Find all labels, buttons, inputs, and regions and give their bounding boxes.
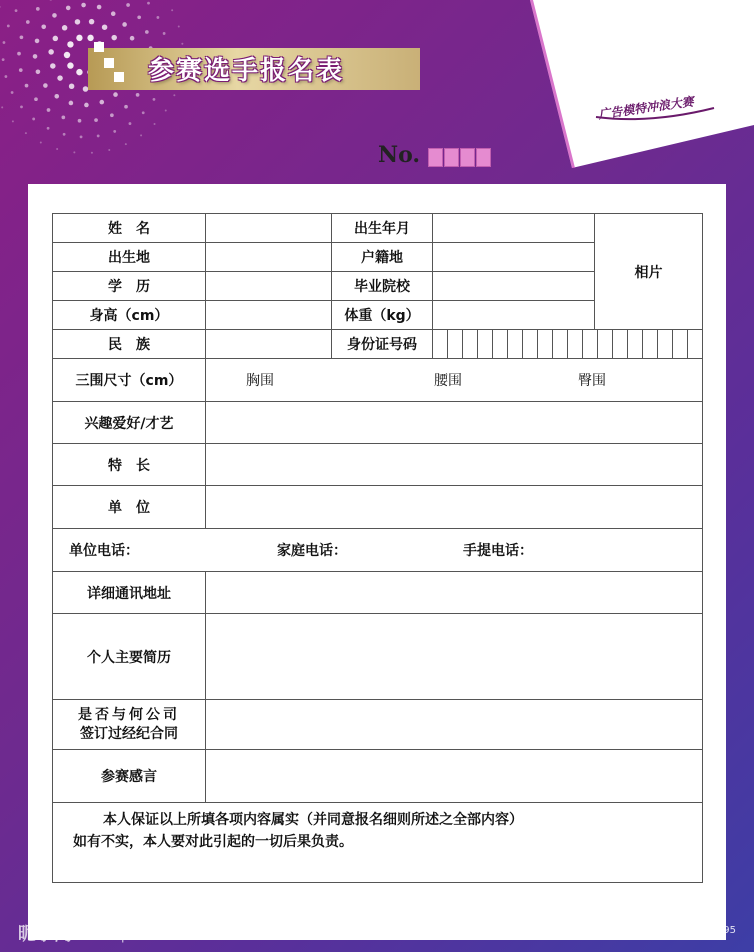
input-contract[interactable] (206, 700, 703, 750)
label-contract (53, 700, 206, 750)
watermark-url: www.nipic.cn (78, 929, 157, 943)
input-name[interactable] (206, 214, 332, 243)
input-birthplace[interactable] (206, 243, 332, 272)
photo-box[interactable]: 相片 (595, 214, 703, 330)
label-education: 学 历 (53, 272, 206, 301)
label-mobile: 手提电话： (463, 543, 533, 559)
watermark-site-name: 昵享网 (18, 924, 72, 945)
label-height: 身高（cm） (53, 301, 206, 330)
declaration-line2: 如有不实，本人要对此引起的一切后果负责。 (73, 834, 353, 850)
label-bust: 胸围 (246, 373, 274, 389)
declaration (53, 803, 703, 883)
watermark-site (18, 920, 157, 946)
label-name: 姓 名 (53, 214, 206, 243)
input-specialty[interactable] (206, 444, 703, 486)
number-boxes[interactable] (428, 148, 492, 167)
input-education[interactable] (206, 272, 332, 301)
input-resume[interactable] (206, 614, 703, 700)
registration-form (52, 213, 703, 883)
label-ethnicity: 民 族 (53, 330, 206, 359)
input-ethnicity[interactable] (206, 330, 332, 359)
label-unit-phone: 单位电话： (69, 543, 139, 559)
label-weight: 体重（kg） (332, 301, 433, 330)
input-height[interactable] (206, 301, 332, 330)
input-weight[interactable] (433, 301, 595, 330)
label-specialty: 特 长 (53, 444, 206, 486)
watermark-id: ID:725343 NO:20080528131400754995 (534, 925, 736, 936)
label-birthplace: 出生地 (53, 243, 206, 272)
label-unit: 单 位 (53, 486, 206, 529)
label-home-phone: 家庭电话： (277, 543, 347, 559)
banner-square-icon (114, 72, 124, 82)
number-label: No. (378, 142, 421, 168)
label-waist: 腰围 (434, 373, 462, 389)
label-feelings: 参赛感言 (53, 750, 206, 803)
label-hip: 臀围 (578, 373, 606, 389)
label-school: 毕业院校 (332, 272, 433, 301)
input-id-number[interactable] (433, 330, 703, 359)
input-hobby[interactable] (206, 402, 703, 444)
input-address[interactable] (206, 572, 703, 614)
input-birth[interactable] (433, 214, 595, 243)
label-measurements: 三围尺寸（cm） (53, 359, 206, 402)
banner-square-icon (104, 58, 114, 68)
declaration-line1: 本人保证以上所填各项内容属实（并同意报名细则所述之全部内容） (103, 812, 523, 828)
input-unit[interactable] (206, 486, 703, 529)
label-birth: 出生年月 (332, 214, 433, 243)
input-feelings[interactable] (206, 750, 703, 803)
input-domicile[interactable] (433, 243, 595, 272)
label-id-number: 身份证号码 (332, 330, 433, 359)
label-contract-line2: 签订过经纪合同 (80, 725, 178, 742)
brand-logo: 广告模特冲浪大赛 (597, 94, 695, 122)
label-resume: 个人主要简历 (53, 614, 206, 700)
page-title: 参赛选手报名表 (148, 56, 345, 86)
label-hobby: 兴趣爱好/才艺 (53, 402, 206, 444)
label-address: 详细通讯地址 (53, 572, 206, 614)
input-school[interactable] (433, 272, 595, 301)
banner-square-icon (94, 42, 104, 52)
label-contract-line1: 是否与何公司 (78, 706, 180, 723)
label-domicile: 户籍地 (332, 243, 433, 272)
